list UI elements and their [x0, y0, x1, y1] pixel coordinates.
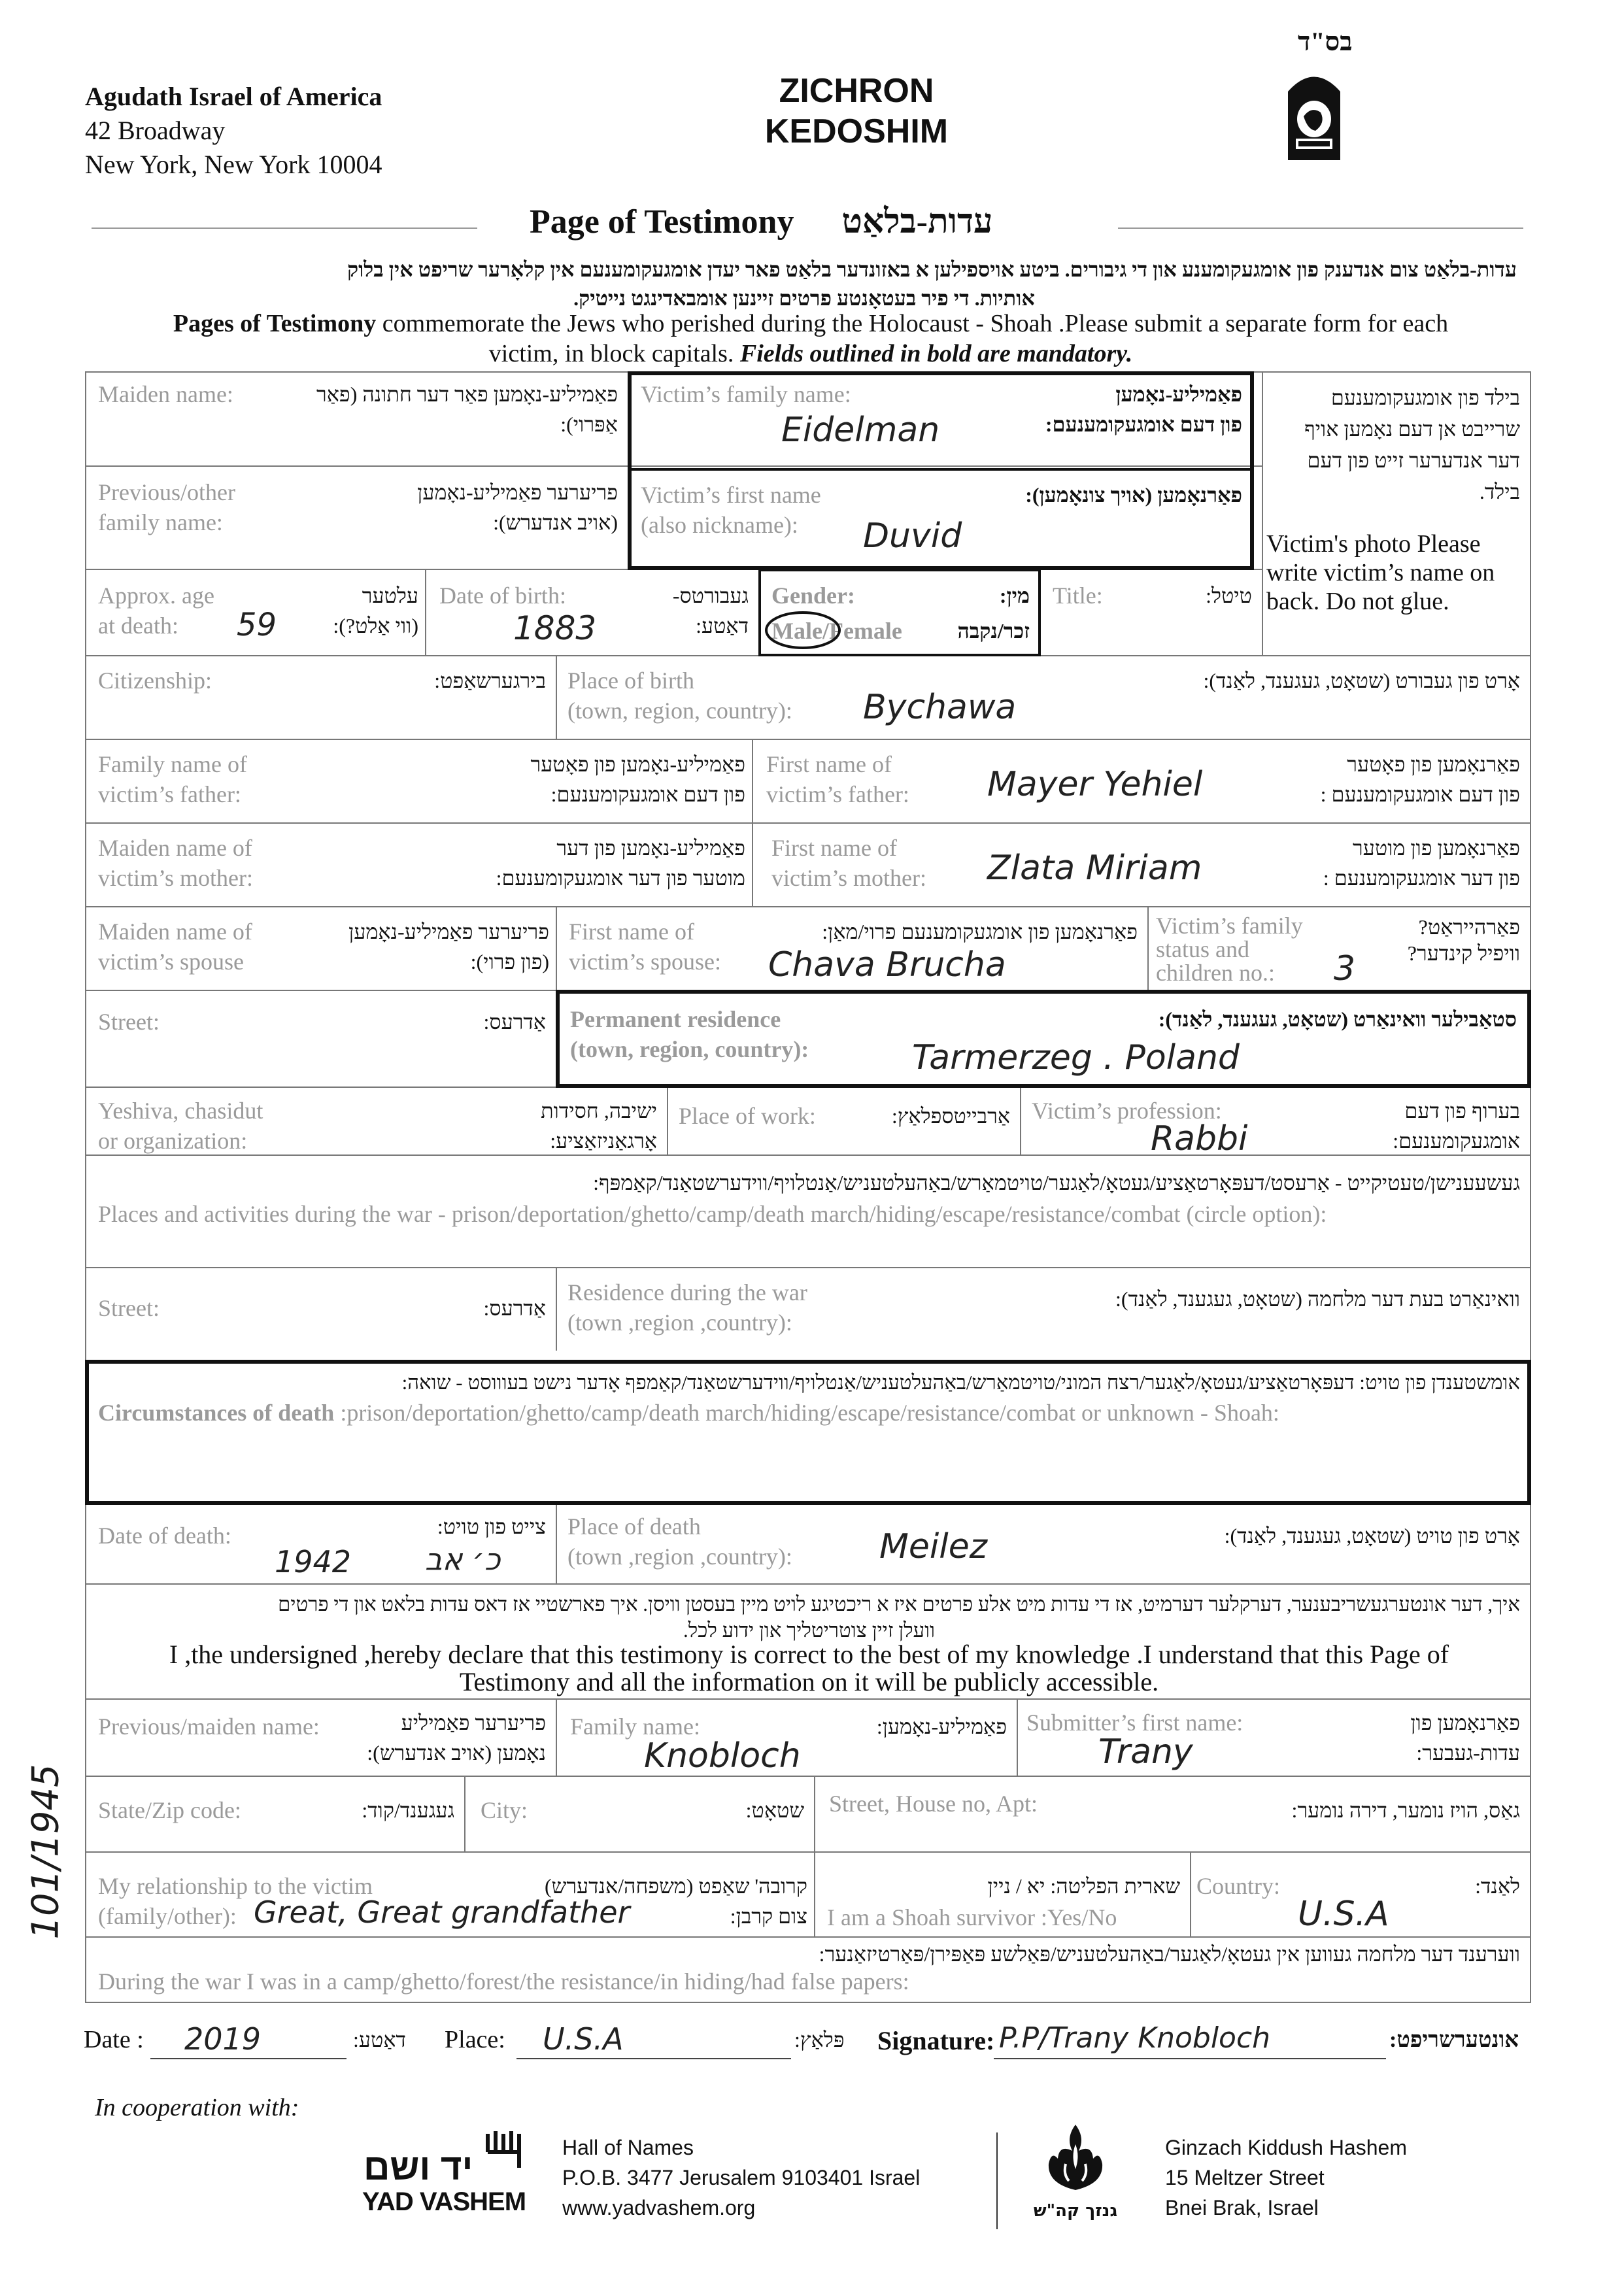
- country-label: Country:: [1196, 1873, 1281, 1899]
- date-of-death-label: Date of death:: [98, 1523, 231, 1549]
- circumstances-label-en-rest: :prison/deportation/ghetto/camp/death march/hiding/escape/resistance/combat or unknown - Shoah:: [334, 1400, 1279, 1426]
- father-family-label-yi2: פון דעם אומגעקומענעם:: [550, 783, 745, 806]
- place-label-yi: פּלאַץ:: [794, 2028, 845, 2051]
- declaration-en-line1: I ,the undersigned ,hereby declare that this testimony is correct to the best of my knowledge .I understand that this Page of: [169, 1640, 1449, 1669]
- declaration-yi-line2: וועלן זיין צוטריטליך און ידוע לכל.: [683, 1619, 936, 1642]
- project-title-line1: ZICHRON: [779, 72, 934, 110]
- father-first-label: [766, 749, 909, 809]
- gender-label: Gender:: [771, 582, 855, 609]
- previous-name-label-yi1: פריערער פאַמיליע-נאָמען: [417, 480, 618, 504]
- project-title: [706, 71, 1007, 152]
- spouse-first-label-yi: פאַרנאָמען פון אומגעקומענעם פרוי/מאַן:: [822, 920, 1138, 943]
- state-zip-label: State/Zip code:: [98, 1797, 241, 1823]
- father-first-label-yi2: פון דעם אומגעקומענעם :: [1320, 783, 1520, 806]
- country-value[interactable]: U.S.A: [1298, 1895, 1389, 1934]
- war-residence-label-yi: וואינאַרט בעת דער מלחמה (שטאָט, געגענד, לאַנד):: [1115, 1287, 1520, 1311]
- gk-line3: Bnei Brak, Israel: [1165, 2196, 1319, 2219]
- yad-vashem-flame-icon: [485, 2130, 528, 2169]
- yeshiva-label-yi: [458, 1096, 657, 1156]
- date-label-yi: דאַטע:: [353, 2028, 406, 2051]
- footer-divider: [996, 2132, 998, 2229]
- first-name-label2: (also nickname):: [641, 512, 798, 538]
- submitter-first-name-label-yi2: עדות-געבער:: [1416, 1741, 1520, 1764]
- survivor-label[interactable]: I am a Shoah survivor :Yes/No: [827, 1904, 1117, 1930]
- place-of-death-label-yi: אָרט פון טויט (שטאָט, געגענד, לאַנד):: [1224, 1524, 1520, 1547]
- family-status-label1: Victim’s family: [1156, 913, 1303, 939]
- spouse-maiden-label1: Maiden name of: [98, 918, 252, 945]
- family-status-label3: children no.:: [1156, 960, 1275, 986]
- spouse-first-name-value[interactable]: Chava Brucha: [768, 945, 1006, 985]
- intro-yi-line2: אותיות. די פיר בעטאָנטע פרטים זיינען אומבאדינגט נייטיק.: [573, 286, 1035, 310]
- country-label-yi: לאַנד:: [1475, 1874, 1520, 1898]
- org-address-line1: 42 Broadway: [85, 116, 226, 145]
- war-street-label: Street:: [98, 1295, 160, 1321]
- ginzach-kiddush-hashem-logo-icon: [1033, 2118, 1118, 2229]
- profession-label-yi: [1327, 1096, 1520, 1156]
- victim-family-name-value[interactable]: Eidelman: [781, 411, 940, 450]
- spouse-maiden-label-yi2: (פון פרוי):: [470, 950, 549, 973]
- place-of-birth-label2: (town, region, country):: [567, 698, 792, 724]
- mother-maiden-label1: Maiden name of: [98, 835, 252, 861]
- yeshiva-label1: Yeshiva, chasidut: [98, 1098, 263, 1124]
- age-label2: at death:: [98, 613, 178, 639]
- place-of-death-label2: (town ,region ,country):: [567, 1543, 792, 1570]
- war-residence-label: [567, 1277, 807, 1338]
- previous-name-label1: Previous/other: [98, 479, 235, 505]
- dob-label-yi: [628, 581, 749, 641]
- cooperation-label: In cooperation with:: [95, 2094, 299, 2121]
- submitter-first-name-value[interactable]: Trany: [1098, 1732, 1193, 1772]
- yv-line3: www.yadvashem.org: [562, 2196, 756, 2219]
- photo-note-en: Victim's photo Please write victim’s name on back. Do not glue.: [1266, 530, 1495, 615]
- mother-first-label-yi2: פון דער אומגעקומענעם :: [1323, 866, 1520, 890]
- dob-label-yi2: דאַטע:: [696, 614, 749, 637]
- yv-line2: P.O.B. 3477 Jerusalem 9103401 Israel: [562, 2166, 921, 2189]
- intro-en-rest: commemorate the Jews who perished during the Holocaust - Shoah .Please submit a separate form for each: [376, 310, 1449, 337]
- place-of-birth-label: [567, 666, 792, 726]
- victim-first-name-value[interactable]: Duvid: [863, 516, 962, 556]
- family-status-label-yi1: פאַרהייראַט?: [1418, 915, 1520, 939]
- war-residence-label2: (town ,region ,country):: [567, 1309, 792, 1336]
- family-name-label: Victim’s family name:: [641, 381, 851, 407]
- date-of-death-value[interactable]: 1942: [275, 1544, 352, 1579]
- dob-label: Date of birth:: [439, 582, 566, 609]
- street-label: Street:: [98, 1009, 160, 1035]
- gender-label-yi: מין:: [999, 584, 1030, 607]
- age-label-yi: [301, 581, 418, 641]
- submitter-first-name-label-yi1: פאַרנאָמען פון: [1410, 1711, 1520, 1734]
- family-status-label2: status and: [1156, 936, 1249, 962]
- dob-label-yi1: געבורטס-: [672, 584, 749, 607]
- yad-vashem-address: [562, 2132, 920, 2223]
- circumstances-label-en: [98, 1398, 1279, 1428]
- submitter-first-name-label: Submitter’s first name:: [1026, 1710, 1243, 1736]
- place-of-birth-label1: Place of birth: [567, 667, 694, 694]
- date-field: [84, 2025, 144, 2054]
- date-underline: [150, 2058, 347, 2059]
- profession-value[interactable]: Rabbi: [1151, 1119, 1248, 1158]
- family-name-label-yi2: פון דעם אומגעקומענעם:: [1045, 413, 1242, 436]
- circumstances-label-yi: אומשטענדן פון טויט: דעפּאָרטאַציע/געטאָ/לאַגער/רצח המוני/טויטמאַרש/באַהעלטעניש/אַנטלויף/ווידערשטאַנד/קאַמפף אָדער נישט בעוווסט - שואה:: [401, 1371, 1520, 1394]
- mother-maiden-label: [98, 833, 253, 893]
- intro-en-mandatory: Fields outlined in bold are mandatory.: [739, 340, 1133, 367]
- yeshiva-label-yi1: ישיבה, חסידות: [541, 1099, 657, 1122]
- citizenship-label-yi: בירגערשאַפט:: [434, 669, 546, 692]
- maiden-name-label-yi: פאַמיליע-נאָמען פאַר דער חתונה (פאַר אַפּרוי):: [316, 382, 618, 436]
- submitter-previous-name-label-yi2: נאָמען (אויב אנדערש):: [367, 1741, 546, 1764]
- submitter-family-name-label: Family name:: [570, 1713, 700, 1740]
- title-label-yi: טיטל:: [1206, 584, 1252, 607]
- project-title-line2: KEDOSHIM: [764, 112, 949, 150]
- permanent-residence-label-yi: סטאַבילער וואינאַרט (שטאָט, געגענד, לאַנד):: [1158, 1007, 1517, 1031]
- permanent-residence-value[interactable]: Tarmerzeg . Poland: [912, 1038, 1240, 1077]
- place-of-work-label-yi: אַרבייטספלאַץ:: [891, 1104, 1010, 1128]
- previous-name-label-yi2: (אויב אנדערש):: [493, 511, 618, 534]
- signature-label: Signature:: [877, 2026, 995, 2055]
- age-value[interactable]: 59: [237, 607, 277, 643]
- mother-maiden-label2: victim’s mother:: [98, 865, 253, 891]
- title-label: Title:: [1053, 582, 1103, 609]
- org-block: [85, 80, 382, 182]
- gender-options[interactable]: Male/Female: [771, 618, 902, 644]
- permanent-residence-label1: Permanent residence: [570, 1006, 781, 1032]
- father-first-label-yi: [1281, 749, 1520, 809]
- submitter-previous-name-label-yi1: פריערער פאַמיליע: [401, 1711, 546, 1734]
- date-label: Date :: [84, 2026, 144, 2053]
- family-status-label-yi: [1366, 914, 1520, 966]
- intro-yi-line1: עדות-בלאַט צום אנדענק פון אומגעקומענע און די גיבורים. ביטע אויספילען א באזונדער בלאַט פאר יעדן אומגעקומענעם אין קלאָרער שריפט אין בלוק: [347, 258, 1517, 281]
- state-zip-label-yi: געגענד/קוד:: [362, 1798, 454, 1822]
- ginzach-address: [1165, 2132, 1407, 2223]
- yeshiva-label: [98, 1096, 263, 1156]
- submitter-family-name-label-yi: פאַמיליע-נאָמען:: [876, 1715, 1007, 1738]
- yad-vashem-en: YAD VASHEM: [362, 2187, 526, 2216]
- father-family-label-yi: [471, 749, 745, 809]
- declaration-en-line2: Testimony and all the information on it will be publicly accessible.: [459, 1667, 1159, 1696]
- city-label: City:: [481, 1797, 528, 1823]
- previous-name-label2: family name:: [98, 509, 223, 535]
- signature-label-yi: אונטערשריפט:: [1389, 2028, 1519, 2052]
- father-family-label: [98, 749, 247, 809]
- profession-label-yi1: בערוף פון דעם: [1404, 1099, 1520, 1122]
- spouse-maiden-label2: victim’s spouse: [98, 949, 244, 975]
- father-family-label-yi1: פאַמיליע-נאָמען פון פאָטער: [530, 752, 745, 776]
- gk-logo-text: גנזך קה"ש: [1033, 2201, 1118, 2221]
- date-of-death-heb-value[interactable]: כ׳ אב: [425, 1542, 501, 1577]
- family-name-label-yi: [981, 379, 1242, 439]
- war-places-label-en: Places and activities during the war - prison/deportation/ghetto/camp/death march/hiding/escape/resistance/combat (circle option):: [98, 1201, 1327, 1227]
- father-first-label1: First name of: [766, 751, 892, 777]
- place-label: Place:: [445, 2026, 505, 2053]
- family-name-label-yi1: פאַמיליע-נאָמען: [1115, 382, 1242, 406]
- gender-options-yi: זכר/נקבה: [957, 619, 1030, 643]
- maiden-name-label: Maiden name:: [98, 381, 233, 407]
- street-label-yi: אַדרעס:: [483, 1010, 546, 1034]
- mother-first-label1: First name of: [771, 835, 897, 861]
- first-name-label1: Victim’s first name: [641, 482, 821, 508]
- father-first-label-yi1: פאַרנאָמען פון פאָטער: [1347, 752, 1520, 776]
- title-rule-left: [92, 228, 477, 229]
- relationship-value[interactable]: Great, Great grandfather: [254, 1895, 630, 1930]
- mother-first-label2: victim’s mother:: [771, 865, 926, 891]
- submitter-first-name-label-yi: [1360, 1708, 1520, 1768]
- mother-first-label-yi1: פאַרנאָמען פון מוטער: [1353, 836, 1520, 860]
- spouse-maiden-label-yi: [301, 917, 549, 977]
- date-value[interactable]: 2019: [184, 2021, 262, 2057]
- circumstances-label-en-bold: Circumstances of death: [98, 1400, 335, 1426]
- permanent-residence-label2: (town, region, country):: [570, 1036, 809, 1062]
- gk-line2: 15 Meltzer Street: [1165, 2166, 1325, 2189]
- submitter-previous-name-label: Previous/maiden name:: [98, 1713, 320, 1740]
- place-value[interactable]: U.S.A: [543, 2021, 624, 2057]
- form-title-yi: עדות-בלאַט: [841, 203, 993, 241]
- place-of-death-label1: Place of death: [567, 1513, 701, 1540]
- mother-maiden-label-yi2: מוטער פון דער אומגעקומענעם:: [496, 866, 745, 890]
- age-label-yi2: (ווי אַלט?):: [333, 614, 418, 637]
- war-residence-label1: Residence during the war: [567, 1279, 807, 1306]
- profession-label-yi2: אומגעקומענעם:: [1393, 1129, 1520, 1153]
- father-family-label1: Family name of: [98, 751, 247, 777]
- place-of-birth-value[interactable]: Bychawa: [863, 688, 1017, 727]
- gk-line1: Ginzach Kiddush Hashem: [1165, 2136, 1407, 2159]
- previous-name-label: [98, 477, 235, 537]
- org-address-line2: New York, New York 10004: [85, 150, 382, 179]
- spouse-maiden-label: [98, 917, 252, 977]
- org-name: Agudath Israel of America: [85, 82, 382, 111]
- zichron-kedoshim-logo-icon: [1275, 65, 1353, 163]
- place-of-birth-label-yi: אָרט פון געבורט (שטאָט, געגענד, לאַנד):: [1203, 669, 1520, 692]
- gender-male-circle-mark: [764, 609, 842, 651]
- mother-maiden-label-yi1: פאַמיליע-נאָמען פון דער: [556, 836, 745, 860]
- declaration-yi-line1: איך, דער אונטערגעשריבענער, דערקלער דערמיט, אז די עדות מיט אלע פרטים איז א ריכטיגע לויט מיין בעסטן וויסן. איך פארשטיי אז דאס עדות בלאט און די פרטים: [278, 1593, 1520, 1615]
- yeshiva-label2: or organization:: [98, 1128, 248, 1154]
- war-places-label-yi: געשעענישן/טעטיקייט - אַרעסט/דעפּאָרטאַציע/געטאָ/לאַגער/טויטמאַרש/באַהעלטעניש/אַנטלויף/ווידערשטאַנד/קאַמפּף:: [593, 1171, 1520, 1194]
- submitter-street-label-yi: גאַס, הויז נומער, דירה נומער:: [1291, 1798, 1520, 1822]
- signature-underline: [994, 2058, 1386, 2059]
- family-status-value[interactable]: 3: [1334, 949, 1356, 988]
- form-title: [530, 203, 992, 241]
- mother-first-name-value[interactable]: Zlata Miriam: [987, 849, 1202, 888]
- during-war-label-en: During the war I was in a camp/ghetto/forest/the resistance/in hiding/had false papers:: [98, 1968, 909, 1995]
- mother-first-label-yi: [1281, 833, 1520, 893]
- intro-english: [85, 309, 1536, 369]
- first-name-label-yi: פאַרנאָמען (אויך צונאָמען):: [1025, 483, 1242, 507]
- dob-value[interactable]: 1883: [513, 609, 597, 647]
- age-label-yi1: עלטער: [362, 584, 418, 607]
- bsd-mark: בס"ד: [1298, 27, 1353, 56]
- relationship-label2: (family/other):: [98, 1903, 237, 1929]
- form-title-en: Page of Testimony: [530, 203, 794, 241]
- survivor-label-yi: שארית הפליטה: יא / ניין: [987, 1874, 1180, 1898]
- relationship-label1: My relationship to the victim: [98, 1873, 373, 1899]
- city-label-yi: שטאָט:: [745, 1798, 804, 1822]
- profession-label: Victim’s profession:: [1032, 1098, 1222, 1124]
- first-name-label: [641, 480, 821, 540]
- signature-value[interactable]: P.P/Trany Knobloch: [999, 2021, 1271, 2055]
- relationship-label-yi2: צום קרבן:: [730, 1904, 807, 1928]
- yad-vashem-heb: יד ושם: [364, 2146, 473, 2187]
- yeshiva-label-yi2: אָרגאַניזאַציע:: [550, 1129, 657, 1153]
- date-of-death-label-yi: צייט פון טויט:: [437, 1515, 546, 1538]
- age-label: [98, 581, 214, 641]
- submitter-street-label: Street, House no, Apt:: [829, 1791, 1038, 1817]
- father-family-label2: victim’s father:: [98, 781, 241, 807]
- age-label1: Approx. age: [98, 582, 214, 609]
- citizenship-label: Citizenship:: [98, 667, 212, 694]
- father-first-label2: victim’s father:: [766, 781, 909, 807]
- submitter-previous-name-label-yi: [327, 1708, 546, 1768]
- father-first-name-value[interactable]: Mayer Yehiel: [987, 765, 1203, 804]
- spouse-maiden-label-yi1: פריערער פאַמיליע-נאָמען: [348, 920, 549, 943]
- photo-note-yi: בילד פון אומגעקומענעם שרייבט אן דעם נאָמען אויף דער אנדערער זייט פון דעם בילד.: [1304, 386, 1520, 503]
- family-status-label: [1156, 914, 1303, 985]
- spouse-first-label1: First name of: [569, 918, 694, 945]
- place-of-death-label: [567, 1511, 792, 1572]
- relationship-label-yi1: קרובה' שאַפט (משפחה/אנדערש): [545, 1874, 807, 1898]
- declaration-en: [98, 1641, 1520, 1696]
- during-war-label-yi: ווערענד דער מלחמה געווען אין געטאָ/לאַגער/באַהעלטעניש/פּאַלשע פּאַפּירן/פּאַרטיזאַנער:: [819, 1942, 1520, 1966]
- declaration-yi: [98, 1591, 1520, 1643]
- title-rule-right: [1118, 228, 1523, 229]
- mother-first-label: [771, 833, 926, 893]
- spouse-first-label2: victim’s spouse:: [569, 949, 721, 975]
- yv-line1: Hall of Names: [562, 2136, 694, 2159]
- place-of-work-label: Place of work:: [679, 1103, 816, 1129]
- intro-yiddish: [92, 255, 1517, 312]
- intro-en-line2: victim, in block capitals.: [488, 340, 740, 367]
- mother-maiden-label-yi: [431, 833, 745, 893]
- war-street-label-yi: אַדרעס:: [483, 1296, 546, 1320]
- margin-note: 101/1945: [24, 1764, 67, 1940]
- spouse-first-label: [569, 917, 721, 977]
- intro-en-bold: Pages of Testimony: [173, 310, 377, 337]
- place-underline: [516, 2058, 791, 2059]
- submitter-family-name-value[interactable]: Knobloch: [644, 1736, 801, 1776]
- family-status-label-yi2: וויפיל קינדער?: [1407, 941, 1520, 965]
- place-of-death-value[interactable]: Meilez: [879, 1527, 988, 1566]
- previous-name-label-yi: [353, 477, 618, 537]
- permanent-residence-label: [570, 1004, 809, 1064]
